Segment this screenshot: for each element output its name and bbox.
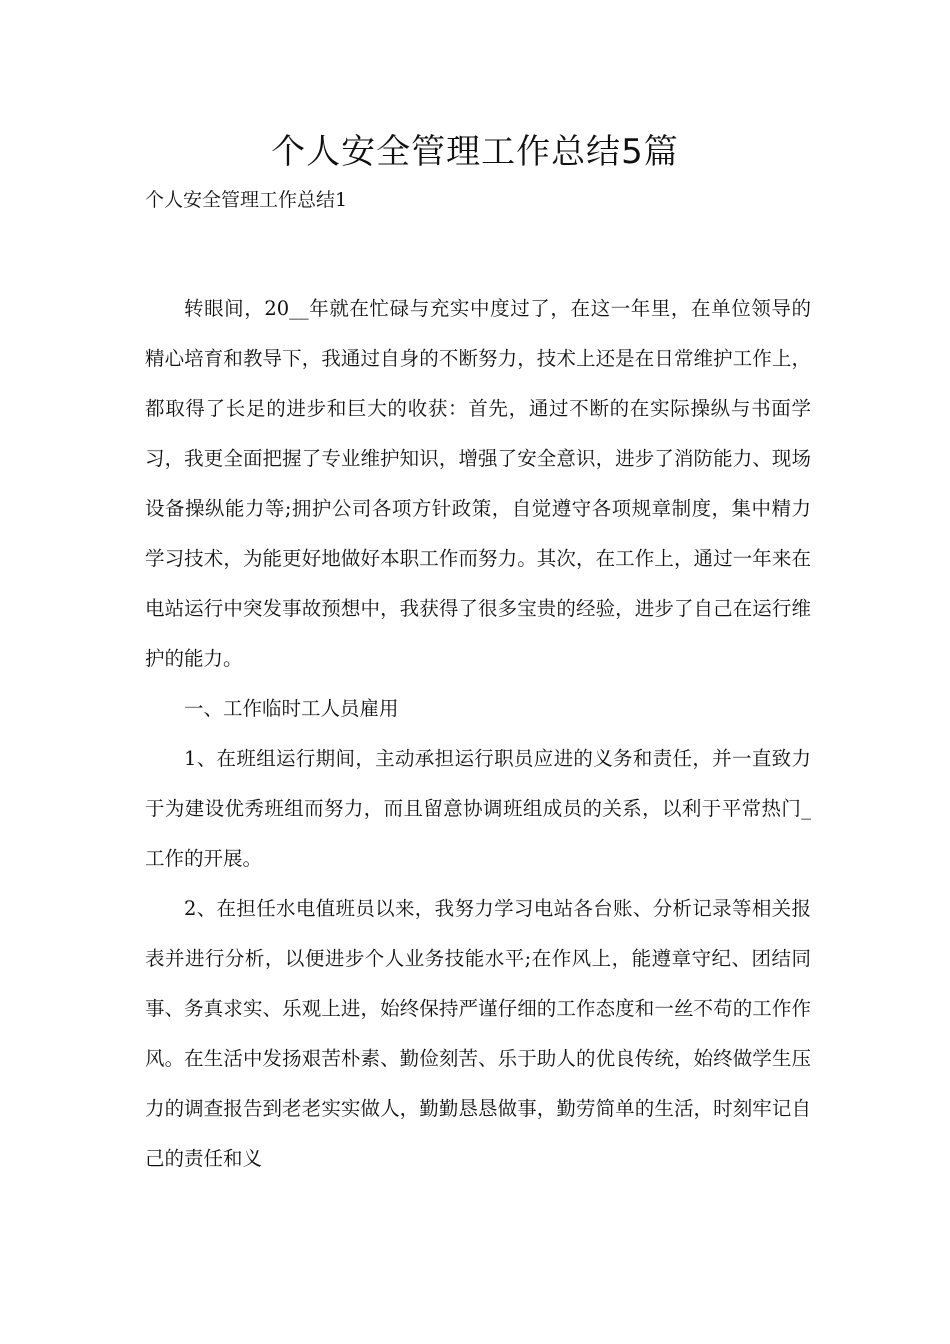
paragraph-item-2: 2、在担任水电值班员以来，我努力学习电站各台账、分析记录等相关报表并进行分析，以便进步个人业务技能水平;在作风上，能遵章守纪、团结同事、务真求实、乐观上进，始终保持严谨仔细的工作态度和一丝不苟的工作作风。在生活中发扬艰苦朴素、勤俭刻苦、乐于助人的优良传统，始终做学生压力的调查报告到老老实实做人，勤勤恳恳做事，勤劳简单的生活，时刻牢记自己的责任和义 xyxy=(145,897,811,1170)
paragraph-section-one-heading: 一、工作临时工人员雇用 xyxy=(184,697,399,720)
document-body xyxy=(145,284,811,1184)
paragraph-intro: 转眼间，20__年就在忙碌与充实中度过了，在这一年里，在单位领导的精心培育和教导下，我通过自身的不断努力，技术上还是在日常维护工作上，都取得了长足的进步和巨大的收获：首先，通过不断的在实际操纵与书面学习，我更全面把握了专业维护知识，增强了安全意识，进步了消防能力、现场设备操纵能力等;拥护公司各项方针政策，自觉遵守各项规章制度，集中精力学习技术，为能更好地做好本职工作而努力。其次，在工作上，通过一年来在电站运行中突发事故预想中，我获得了很多宝贵的经验，进步了自己在运行维护的能力。 xyxy=(145,297,811,670)
paragraph-item-1: 1、在班组运行期间，主动承担运行职员应进的义务和责任，并一直致力于为建设优秀班组而努力，而且留意协调班组成员的关系，以利于平常热门_工作的开展。 xyxy=(145,747,811,870)
section-heading: 个人安全管理工作总结1 xyxy=(145,189,348,211)
document-title: 个人安全管理工作总结5篇 xyxy=(271,132,679,172)
